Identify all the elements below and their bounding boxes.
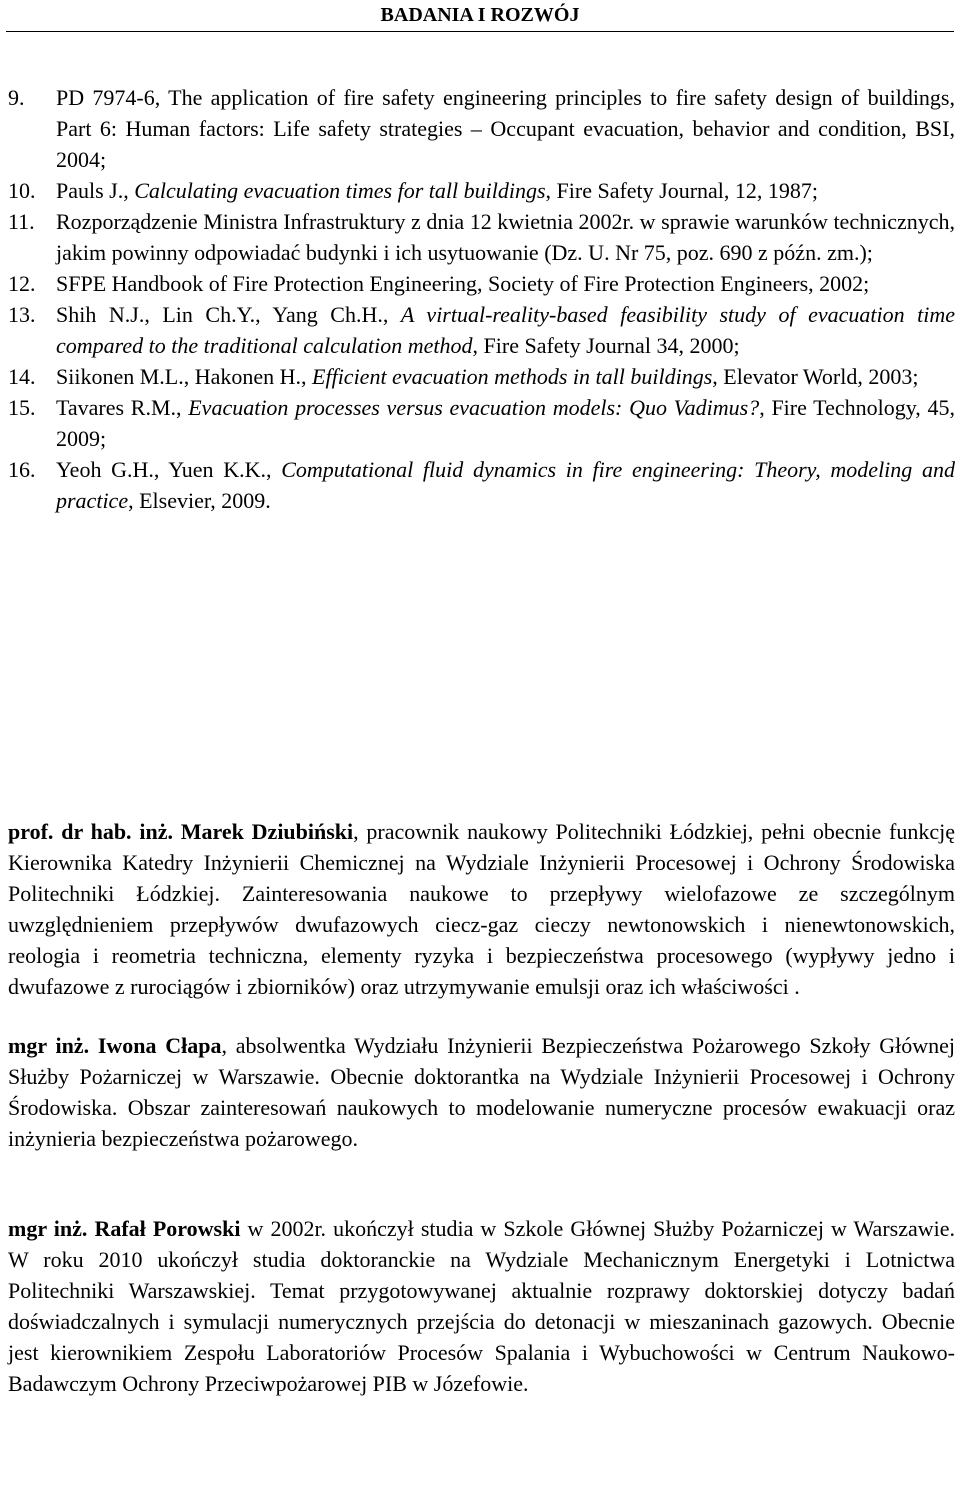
reference-source: , Fire Safety Journal, 12, 1987; — [545, 178, 819, 203]
reference-text: SFPE Handbook of Fire Protection Engineering, Society of Fire Protection Engineers, 2002; — [56, 271, 870, 296]
reference-authors: Tavares R.M., — [56, 395, 189, 420]
reference-source: , Fire Safety Journal 34, 2000; — [472, 333, 740, 358]
reference-number: 12. — [8, 271, 36, 296]
reference-authors: Shih N.J., Lin Ch.Y., Yang Ch.H., — [56, 302, 401, 327]
reference-title: Computational fluid dynamics in fire engineering: Theory, modeling and practice — [56, 457, 955, 513]
running-header: BADANIA I ROZWÓJ — [380, 4, 580, 26]
reference-authors: Pauls J., — [56, 178, 135, 203]
reference-source: , Elsevier, 2009. — [128, 488, 271, 513]
reference-number: 15. — [8, 395, 36, 420]
reference-number: 9. — [8, 85, 25, 110]
reference-number: 10. — [8, 178, 36, 203]
author-bio-porowski — [8, 1213, 955, 1399]
reference-item-9 — [8, 82, 955, 175]
author-degree: mgr inż. — [8, 1033, 90, 1058]
reference-title: Evacuation processes versus evacuation models: Quo Vadimus? — [188, 395, 760, 420]
reference-number: 13. — [8, 302, 36, 327]
reference-title: Efficient evacuation methods in tall buildings — [312, 364, 713, 389]
author-degree: mgr inż. — [8, 1216, 88, 1241]
author-description: w 2002r. ukończył studia w Szkole Głównej Służby Pożarniczej w Warszawie. W roku 2010 ukończył studia doktoranckie na Wydziale Mechanicznym Energetyki i Lotnictwa Politechniki Warszawskiej. Temat przygotowywanej aktualnie rozprawy doktorskiej dotyczy badań doświadczalnych i symulacji numerycznych przejścia do detonacji w mieszaninach gazowych. Obecnie jest kierownikiem Zespołu Laboratoriów Procesów Spalania i Wybuchowości w Centrum Naukowo-Badawczym Ochrony Przeciwpożarowej PIB w Józefowie. — [8, 1216, 955, 1396]
reference-title: A virtual-reality-based feasibility study of evacuation time compared to the traditional calculation method — [56, 302, 955, 358]
reference-title: Calculating evacuation times for tall buildings — [134, 178, 546, 203]
reference-list — [8, 82, 955, 516]
author-bio-dziubinski — [8, 816, 955, 1002]
author-name: Iwona Cłapa — [97, 1033, 222, 1058]
reference-item-12 — [8, 268, 955, 299]
author-description: , pracownik naukowy Politechniki Łódzkiej, pełni obecnie funkcję Kierownika Katedry Inżynierii Chemicznej na Wydziale Inżynierii Procesowej i Ochrony Środowiska Politechniki Łódzkiej. Zainteresowania naukowe to przepływy wielofazowe ze szczególnym uwzględnieniem przepływów dwufazowych ciecz-gaz cieczy newtonowskich i nienewtonowskich, reologia i reometria techniczna, elementy ryzyka i bezpieczeństwa procesowego (wypływy jedno i dwufazowe z rurociągów i zbiorników) oraz utrzymywanie emulsji oraz ich właściwości . — [8, 819, 956, 999]
reference-item-14 — [8, 361, 955, 392]
reference-item-11 — [8, 206, 955, 268]
author-degree: prof. dr hab. inż. — [8, 819, 173, 844]
author-name: Rafał Porowski — [94, 1216, 241, 1241]
reference-text: PD 7974-6, The application of fire safety engineering principles to fire safety design of buildings, Part 6: Human factors: Life safety strategies – Occupant evacuation, behavior and condition, BSI, 2004; — [56, 85, 955, 172]
reference-item-15 — [8, 392, 955, 454]
header-rule — [6, 31, 954, 32]
reference-number: 14. — [8, 364, 36, 389]
reference-item-10 — [8, 175, 955, 206]
author-bio-clapa — [8, 1030, 955, 1154]
reference-number: 11. — [8, 209, 35, 234]
author-description: , absolwentka Wydziału Inżynierii Bezpieczeństwa Pożarowego Szkoły Głównej Służby Pożarniczej w Warszawie. Obecnie doktorantka na Wydziale Inżynierii Procesowej i Ochrony Środowiska. Obszar zainteresowań naukowych to modelowanie numeryczne procesów ewakuacji oraz inżynieria bezpieczeństwa pożarowego. — [8, 1033, 955, 1151]
reference-text: Rozporządzenie Ministra Infrastruktury z dnia 12 kwietnia 2002r. w sprawie warunków technicznych, jakim powinny odpowiadać budynki i ich usytuowanie (Dz. U. Nr 75, poz. 690 z późn. zm.); — [56, 209, 955, 265]
reference-source: , Elevator World, 2003; — [712, 364, 919, 389]
reference-source: , Fire Technology, 45, 2009; — [56, 395, 956, 451]
reference-number: 16. — [8, 457, 36, 482]
reference-authors: Yeoh G.H., Yuen K.K., — [56, 457, 282, 482]
reference-authors: Siikonen M.L., Hakonen H., — [56, 364, 313, 389]
reference-item-16 — [8, 454, 955, 516]
reference-item-13 — [8, 299, 955, 361]
author-name: Marek Dziubiński — [180, 819, 354, 844]
author-bios — [8, 816, 955, 1399]
